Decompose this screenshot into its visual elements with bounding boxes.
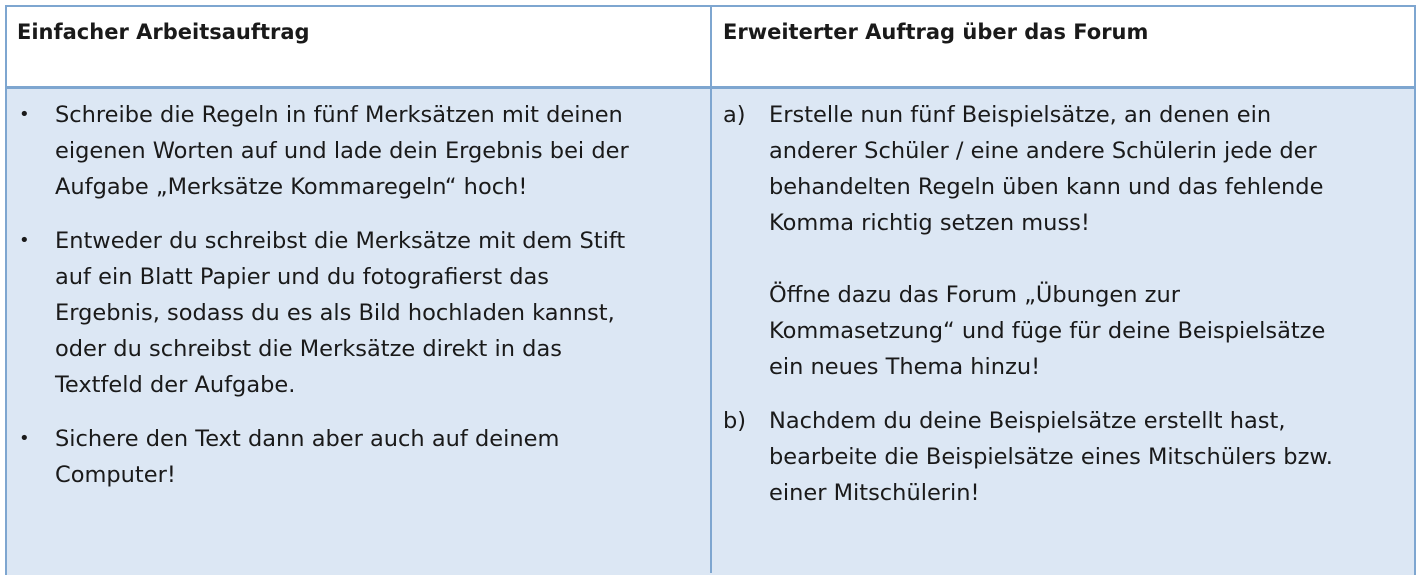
text-line: Entweder du schreibst die Merksätze mit dem Stift: [55, 228, 626, 254]
text-line: Erstelle nun fünf Beispielsätze, an denen ein: [769, 102, 1272, 128]
text-line: einer Mitschülerin!: [769, 480, 980, 506]
list-item: [723, 97, 1408, 385]
text-line: Schreibe die Regeln in fünf Merksätzen mit deinen: [55, 102, 623, 128]
bullet-marker: •: [19, 104, 30, 125]
text-line: Aufgabe „Merksätze Kommaregeln“ hoch!: [55, 174, 528, 200]
task-table: [5, 5, 1416, 575]
text-line: behandelten Regeln üben kann und das fehlende: [769, 174, 1324, 200]
column-divider: [710, 7, 712, 573]
text-line: bearbeite die Beispielsätze eines Mitschülers bzw.: [769, 444, 1333, 470]
text-line: oder du schreibst die Merksätze direkt in das: [55, 336, 562, 362]
bullet-marker: •: [19, 428, 30, 449]
letter-marker: a): [723, 102, 746, 128]
paragraph-gap: [769, 241, 1408, 277]
text-line: ein neues Thema hinzu!: [769, 354, 1041, 380]
header-simple-task: Einfacher Arbeitsauftrag: [17, 20, 310, 44]
extended-task-cell: [723, 97, 1408, 529]
bullet-marker: •: [19, 230, 30, 251]
list-item: [17, 421, 702, 493]
list-item: [17, 223, 702, 403]
text-line: Textfeld der Aufgabe.: [55, 372, 296, 398]
list-item: [723, 403, 1408, 511]
text-line: Komma richtig setzen muss!: [769, 210, 1090, 236]
simple-task-cell: [17, 97, 702, 511]
text-line: Computer!: [55, 462, 176, 488]
letter-marker: b): [723, 408, 747, 434]
text-line: anderer Schüler / eine andere Schülerin jede der: [769, 138, 1317, 164]
text-line: Nachdem du deine Beispielsätze erstellt hast,: [769, 408, 1286, 434]
text-line: Kommasetzung“ und füge für deine Beispielsätze: [769, 318, 1326, 344]
list-item: [17, 97, 702, 205]
text-line: Öffne dazu das Forum „Übungen zur: [769, 282, 1180, 308]
text-line: Ergebnis, sodass du es als Bild hochladen kannst,: [55, 300, 615, 326]
text-line: auf ein Blatt Papier und du fotografierst das: [55, 264, 550, 290]
text-line: Sichere den Text dann aber auch auf deinem: [55, 426, 560, 452]
text-line: eigenen Worten auf und lade dein Ergebnis bei der: [55, 138, 629, 164]
header-extended-task: Erweiterter Auftrag über das Forum: [723, 20, 1149, 44]
